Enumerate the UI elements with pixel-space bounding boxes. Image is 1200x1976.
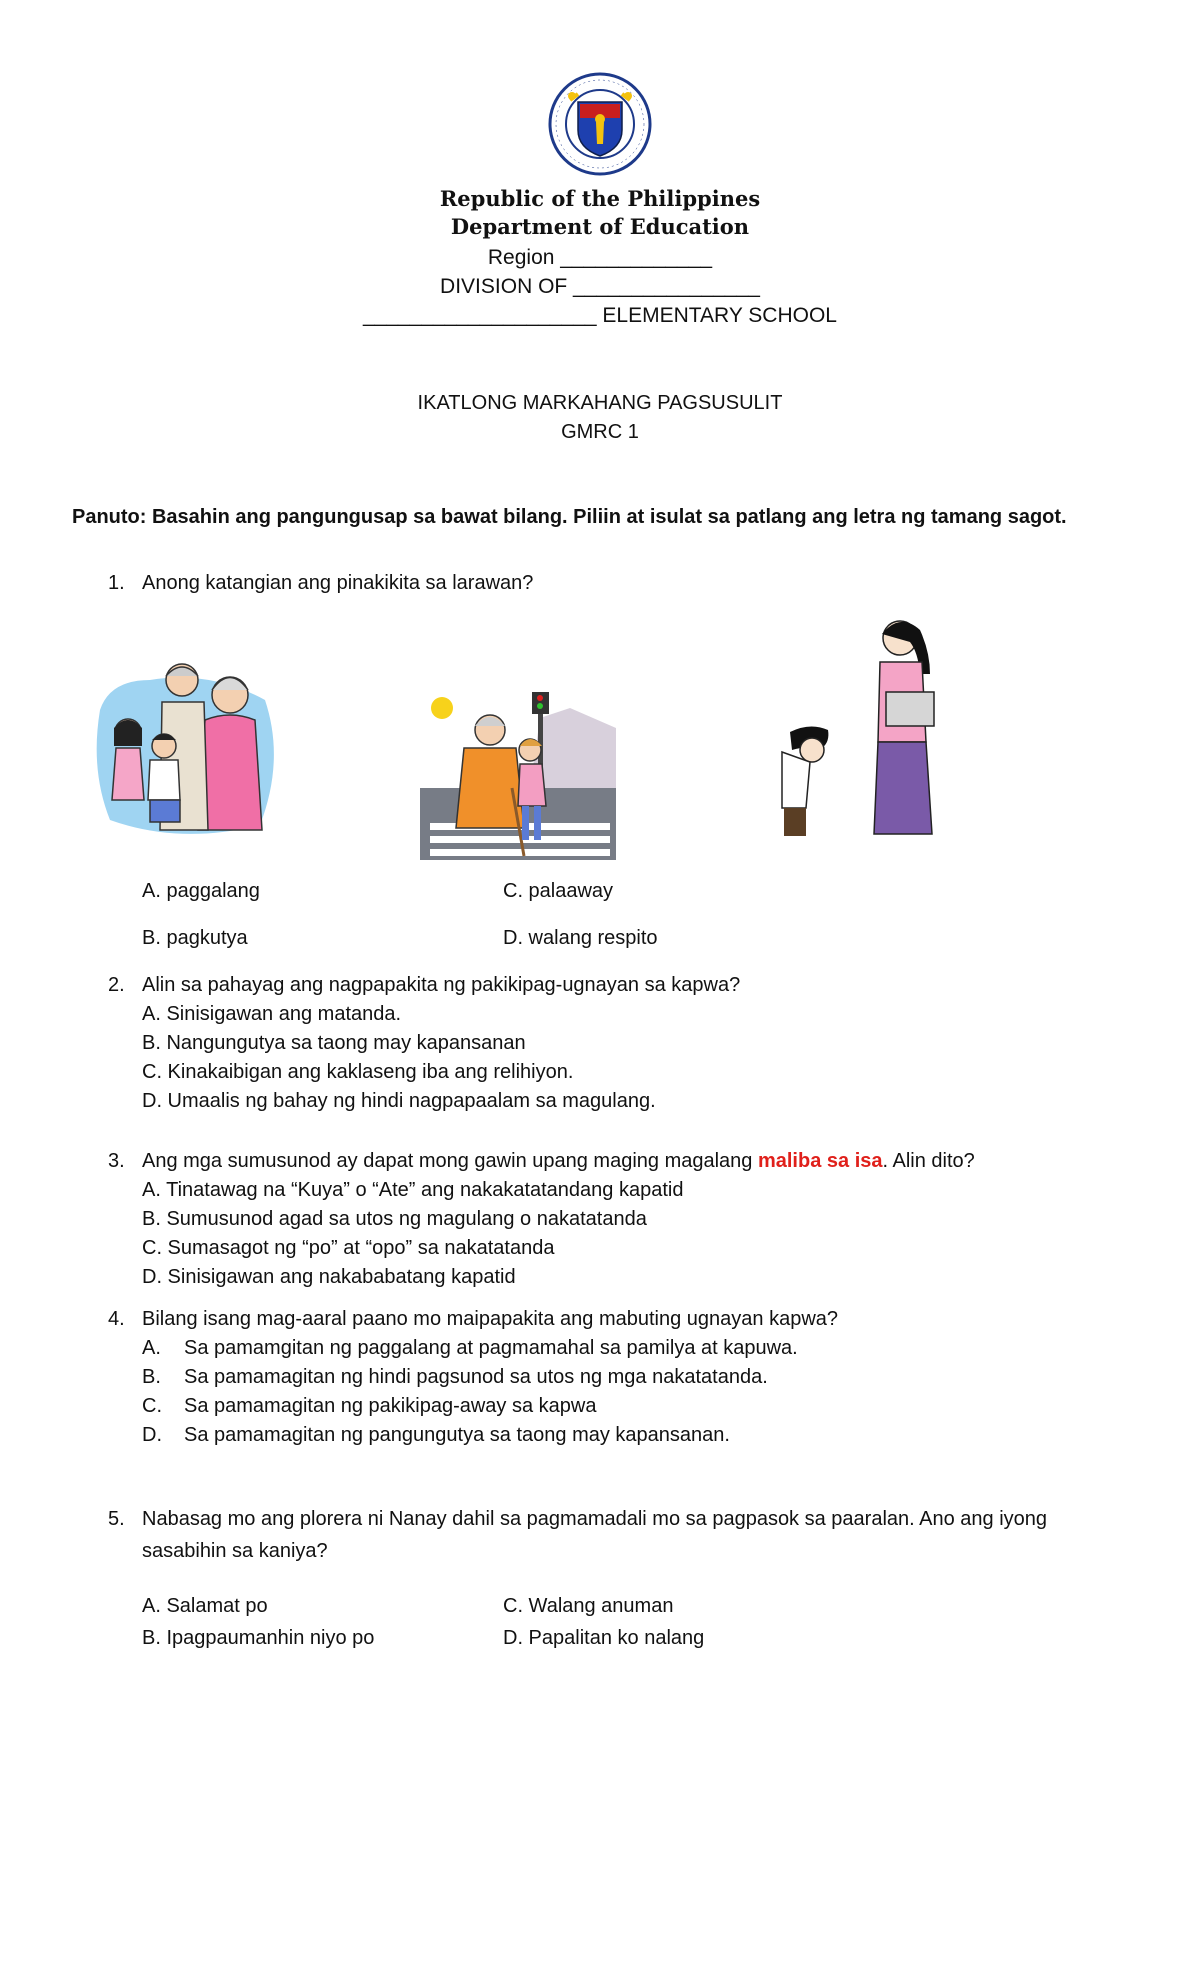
q4-choice-a-letter: A. — [142, 1337, 161, 1359]
q3-text-after: . Alin dito? — [882, 1150, 975, 1172]
question-2-text: Alin sa pahayag ang nagpapakita ng pakikipag-ugnayan sa kapwa? — [142, 974, 741, 996]
school-line: ____________________ ELEMENTARY SCHOOL — [363, 304, 837, 327]
exam-title: IKATLONG MARKAHANG PAGSUSULIT — [417, 392, 783, 414]
question-3-text — [142, 1150, 975, 1173]
q2-choice-d: D. Umaalis ng bahay ng hindi nagpapaalam sa magulang. — [142, 1090, 656, 1112]
q5-choice-a: A. Salamat po — [142, 1595, 268, 1617]
instructions: Panuto: Basahin ang pangungusap sa bawat bilang. Piliin at isulat sa patlang ang letra ng tamang sagot. — [72, 506, 1067, 528]
q1-choice-d: D. walang respito — [503, 927, 658, 949]
question-5-text-line1: Nabasag mo ang plorera ni Nanay dahil sa pagmamadali mo sa pagpasok sa paaralan. Ano ang iyong — [142, 1508, 1048, 1530]
q1-choice-c: C. palaaway — [503, 880, 614, 902]
q2-choice-a: A. Sinisigawan ang matanda. — [142, 1003, 402, 1025]
q4-choice-c-letter: C. — [142, 1395, 162, 1417]
q1-choice-a: A. paggalang — [142, 880, 260, 902]
bowing-child-picture — [770, 612, 950, 844]
q4-choice-a-text: Sa pamamgitan ng paggalang at pagmamahal sa pamilya at kapuwa. — [184, 1337, 798, 1359]
deped-seal-icon — [548, 72, 652, 176]
region-line: Region _____________ — [487, 246, 713, 269]
q5-choice-b: B. Ipagpaumanhin niyo po — [142, 1627, 375, 1649]
q2-choice-c: C. Kinakaibigan ang kaklaseng iba ang relihiyon. — [142, 1061, 574, 1083]
q3-text-before: Ang mga sumusunod ay dapat mong gawin upang maging magalang — [142, 1150, 758, 1172]
question-5-number: 5. — [108, 1508, 125, 1530]
question-1-text: Anong katangian ang pinakikita sa larawan? — [142, 572, 534, 594]
q3-choice-b: B. Sumusunod agad sa utos ng magulang o nakatatanda — [142, 1208, 647, 1230]
q4-choice-c-text: Sa pamamagitan ng pakikipag-away sa kapwa — [184, 1395, 597, 1417]
question-4-text: Bilang isang mag-aaral paano mo maipapakita ang mabuting ugnayan kapwa? — [142, 1308, 839, 1330]
q2-choice-b: B. Nangungutya sa taong may kapansanan — [142, 1032, 526, 1054]
q3-choice-a: A. Tinatawag na “Kuya” o “Ate” ang nakakatatandang kapatid — [142, 1179, 684, 1201]
question-2-number: 2. — [108, 974, 125, 996]
department-line: Department of Education — [450, 214, 750, 239]
republic-line: Republic of the Philippines — [439, 186, 761, 211]
question-1-number: 1. — [108, 572, 125, 594]
q5-choice-c: C. Walang anuman — [503, 1595, 674, 1617]
division-line: DIVISION OF ________________ — [440, 275, 760, 298]
question-4-number: 4. — [108, 1308, 125, 1330]
q4-choice-d-text: Sa pamamagitan ng pangungutya sa taong may kapansanan. — [184, 1424, 730, 1446]
q3-text-highlight: maliba sa isa — [757, 1150, 883, 1172]
q4-choice-b-text: Sa pamamagitan ng hindi pagsunod sa utos ng mga nakatatanda. — [184, 1366, 768, 1388]
q3-choice-d: D. Sinisigawan ang nakababatang kapatid — [142, 1266, 516, 1288]
question-3-number: 3. — [108, 1150, 125, 1172]
exam-subject: GMRC 1 — [561, 421, 639, 443]
elders-children-picture — [90, 650, 280, 840]
q3-choice-c: C. Sumasagot ng “po” at “opo” sa nakatatanda — [142, 1237, 555, 1259]
q5-choice-d: D. Papalitan ko nalang — [503, 1627, 705, 1649]
question-5-text-line2: sasabihin sa kaniya? — [142, 1540, 328, 1562]
crossing-street-picture — [420, 688, 616, 860]
q4-choice-d-letter: D. — [142, 1424, 162, 1446]
q1-choice-b: B. pagkutya — [142, 927, 248, 949]
q4-choice-b-letter: B. — [142, 1366, 161, 1388]
